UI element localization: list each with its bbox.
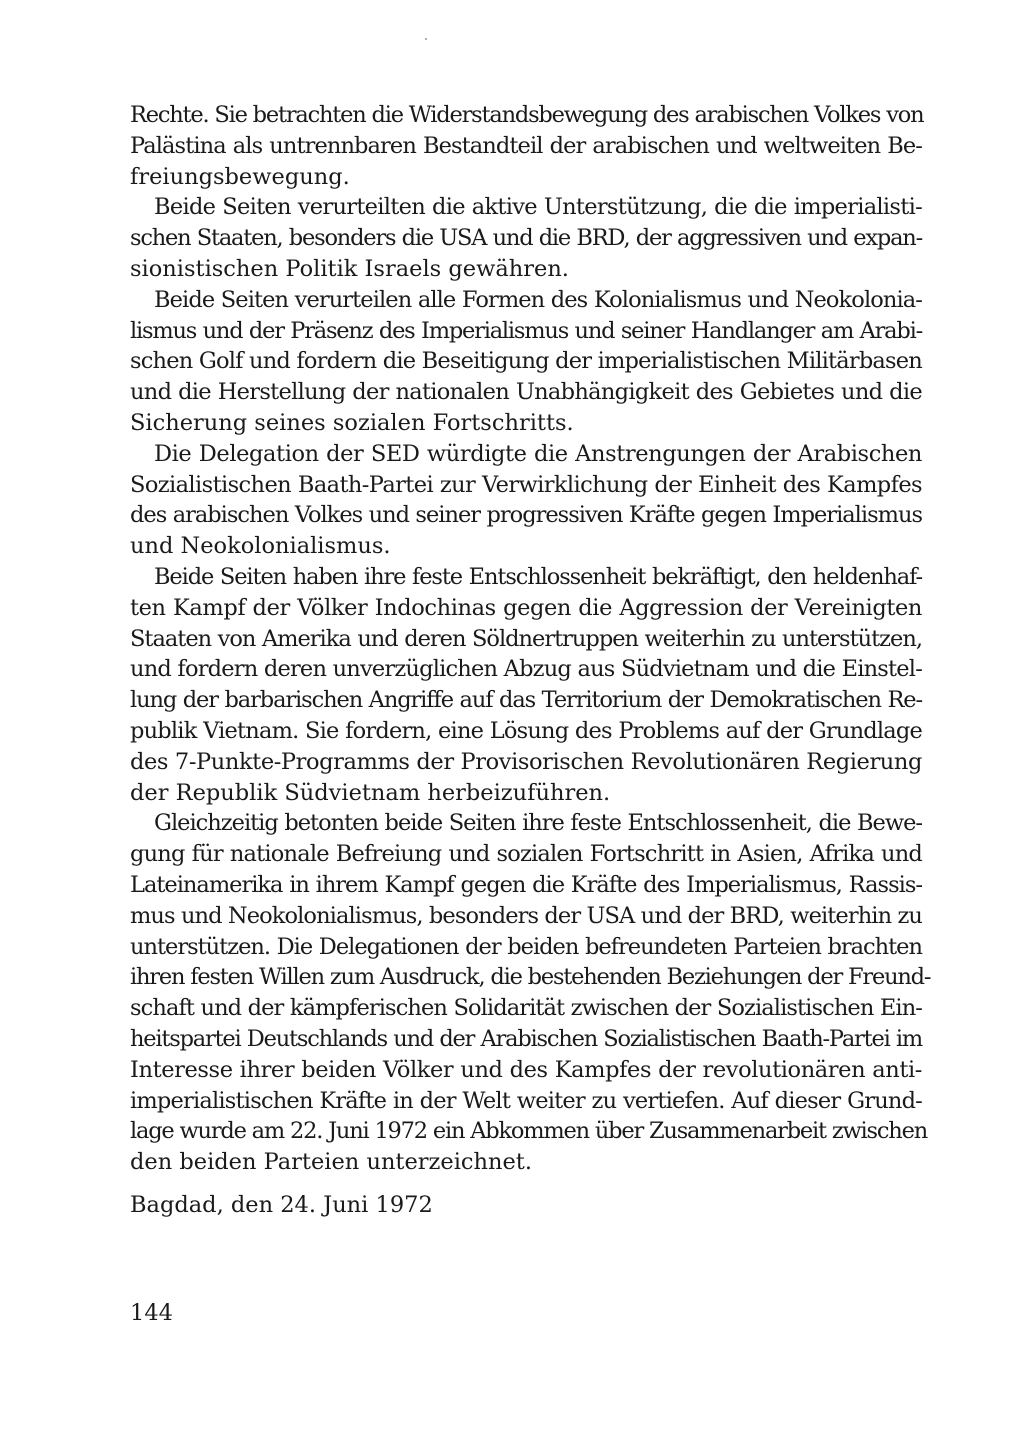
text-line: Lateinamerika in ihrem Kampf gegen die Kräfte des Imperialismus, Rassis- bbox=[130, 871, 922, 898]
text-line: Rechte. Sie betrachten die Widerstandsbewegung des arabischen Volkes von bbox=[130, 102, 924, 128]
text-line: ihren festen Willen zum Ausdruck, die bestehenden Beziehungen der Freund- bbox=[130, 964, 931, 991]
text-line: Die Delegation der SED würdigte die Anstrengungen der Arabischen bbox=[154, 440, 922, 467]
text-line: mus und Neokolonialismus, besonders der USA und der BRD, weiterhin zu bbox=[130, 902, 922, 929]
text-line: Palästina als untrennbaren Bestandteil der arabischen und weltweiten Be- bbox=[130, 132, 922, 159]
text-line: Sozialistischen Baath-Partei zur Verwirklichung der Einheit des Kampfes bbox=[130, 471, 922, 498]
page-number: 144 bbox=[130, 1300, 173, 1326]
text-line: sionistischen Politik Israels gewähren. bbox=[130, 255, 569, 282]
paragraph-1 bbox=[130, 100, 922, 192]
text-line: des arabischen Volkes und seiner progressiven Kräfte gegen Imperialismus bbox=[130, 502, 922, 529]
text-line: der Republik Südvietnam herbeizuführen. bbox=[130, 779, 611, 806]
text-line: schaft und der kämpferischen Solidarität zwischen der Sozialistischen Ein- bbox=[130, 995, 922, 1022]
text-line: Interesse ihrer beiden Völker und des Kampfes der revolutionären anti- bbox=[130, 1056, 922, 1083]
text-line: Beide Seiten verurteilen alle Formen des Kolonialismus und Neokolonia- bbox=[154, 286, 922, 313]
paragraph-6 bbox=[130, 808, 931, 1178]
text-line: und Neokolonialismus. bbox=[130, 533, 391, 560]
text-line: lismus und der Präsenz des Imperialismus und seiner Handlanger am Arabi- bbox=[130, 317, 922, 344]
text-line: Beide Seiten haben ihre feste Entschlossenheit bekräftigt, den heldenhaf- bbox=[154, 563, 922, 590]
text-line: gung für nationale Befreiung und sozialen Fortschritt in Asien, Afrika und bbox=[130, 841, 922, 868]
text-line: und fordern deren unverzüglichen Abzug aus Südvietnam und die Einstel- bbox=[130, 656, 922, 683]
text-line: lage wurde am 22. Juni 1972 ein Abkommen über Zusammenarbeit zwischen bbox=[130, 1118, 927, 1145]
body-text bbox=[130, 100, 931, 1178]
text-line: ten Kampf der Völker Indochinas gegen die Aggression der Vereinigten bbox=[130, 594, 922, 621]
place-date-line: Bagdad, den 24. Juni 1972 bbox=[130, 1192, 433, 1218]
text-line: schen Staaten, besonders die USA und die BRD, der aggressiven und expan- bbox=[130, 225, 922, 252]
paragraph-4 bbox=[130, 439, 922, 562]
text-line: freiungsbewegung. bbox=[130, 163, 350, 190]
text-line: Sicherung seines sozialen Fortschritts. bbox=[130, 409, 574, 436]
text-line: publik Vietnam. Sie fordern, eine Lösung des Problems auf der Grundlage bbox=[130, 717, 922, 744]
text-line: Gleichzeitig betonten beide Seiten ihre feste Entschlossenheit, die Bewe- bbox=[154, 810, 922, 837]
paragraph-2 bbox=[130, 192, 922, 284]
text-line: heitspartei Deutschlands und der Arabischen Sozialistischen Baath-Partei im bbox=[130, 1025, 922, 1052]
text-line: und die Herstellung der nationalen Unabhängigkeit des Gebietes und die bbox=[130, 379, 922, 406]
text-line: imperialistischen Kräfte in der Welt weiter zu vertiefen. Auf dieser Grund- bbox=[130, 1087, 922, 1114]
text-line: Staaten von Amerika und deren Söldnertruppen weiterhin zu unterstützen, bbox=[130, 625, 922, 652]
scan-speck bbox=[425, 38, 427, 40]
text-line: den beiden Parteien unterzeichnet. bbox=[130, 1149, 533, 1176]
text-line: unterstützen. Die Delegationen der beiden befreundeten Parteien brachten bbox=[130, 933, 922, 960]
text-line: Beide Seiten verurteilten die aktive Unterstützung, die die imperialisti- bbox=[154, 194, 922, 221]
paragraph-3 bbox=[130, 285, 922, 439]
text-line: lung der barbarischen Angriffe auf das Territorium der Demokratischen Re- bbox=[130, 687, 922, 714]
text-line: des 7-Punkte-Programms der Provisorischen Revolutionären Regierung bbox=[130, 748, 922, 775]
paragraph-5 bbox=[130, 562, 922, 808]
text-line: schen Golf und fordern die Beseitigung der imperialistischen Militärbasen bbox=[130, 348, 922, 375]
